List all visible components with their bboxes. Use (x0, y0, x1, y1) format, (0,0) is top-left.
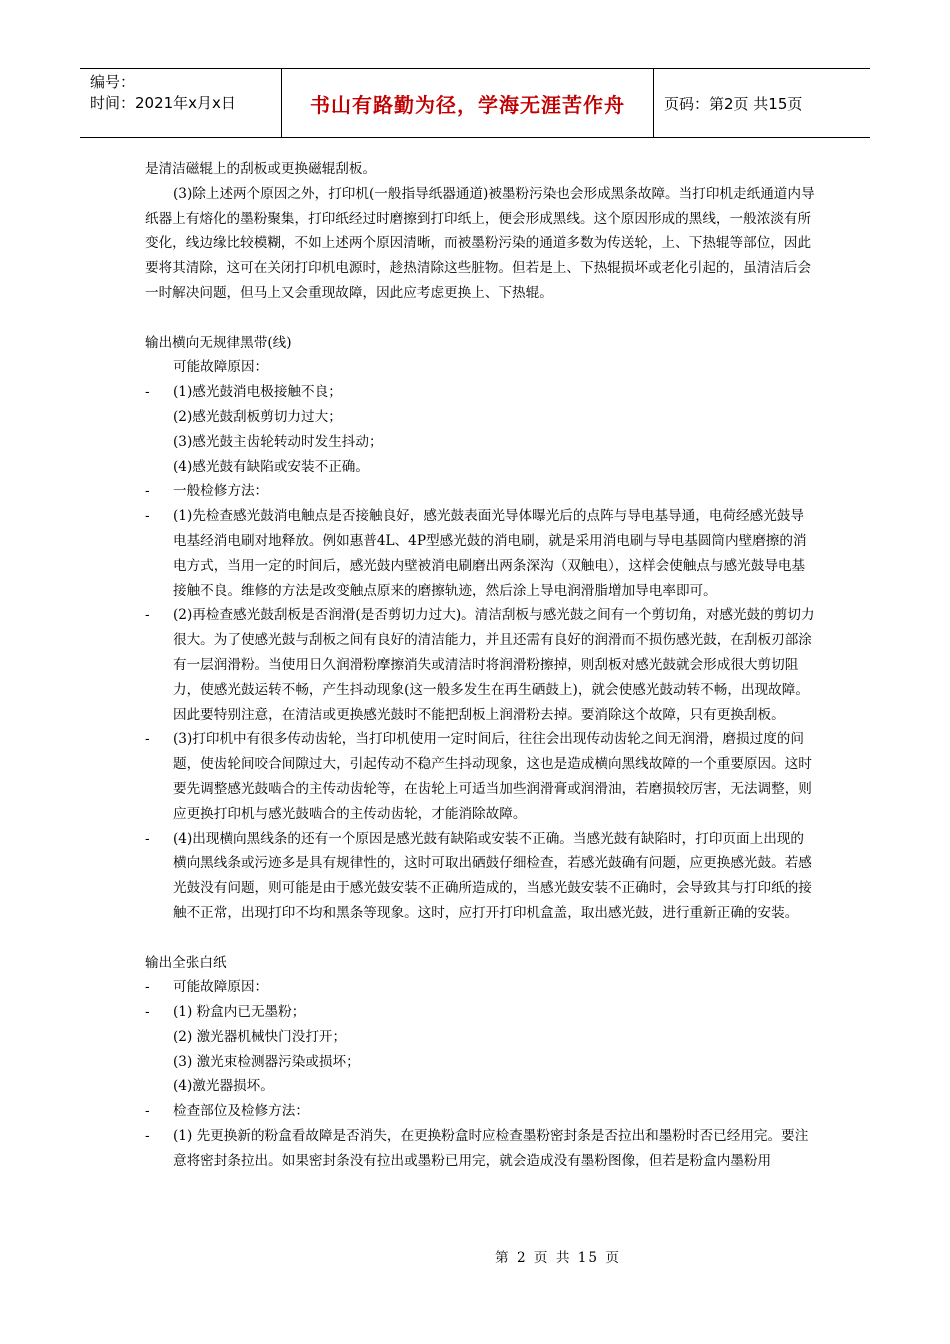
method-label: 一般检修方法： (173, 483, 269, 500)
bullet-dash: - (145, 508, 150, 525)
spacer (145, 306, 815, 331)
header-motto-cell (282, 69, 654, 137)
list-item-text: (1)先检查感光鼓消电触点是否接触良好，感光鼓表面光导体曝光后的点阵与导电基导通，电荷经感光鼓导电基经消电刷对地释放。例如惠普4L、4P型感光鼓的消电刷，就是采用消电刷与导电基圆筒内壁磨擦的消电方式，当用一定的时间后，感光鼓内壁被消电刷磨出两条深沟（双触电），这样会使触点与感光鼓导电基接触不良。维修的方法是改变触点原来的磨擦轨迹，然后涂上导电润滑脂增加导电率即可。 (173, 508, 807, 599)
list-item (145, 430, 815, 455)
bullet-dash: - (145, 731, 150, 748)
list-item-text: (4)感光鼓有缺陷或安装不正确。 (173, 458, 369, 475)
list-item (145, 827, 815, 926)
list-item (145, 479, 815, 504)
list-item (145, 727, 815, 826)
list-item (145, 1025, 815, 1050)
bullet-dash: - (145, 1128, 150, 1145)
list-item (145, 1124, 815, 1174)
header-page-label: 页码：第2页 共15页 (664, 94, 803, 113)
list-item-text: (3)打印机中有很多传动齿轮，当打印机使用一定时间后，往往会出现传动齿轮之间无润滑，磨损过度的问题，使齿轮间咬合间隙过大，引起传动不稳产生抖动现象，这也是造成横向黑线故障的一个重要原因。这时要先调整感光鼓啮合的主传动齿轮等，在齿轮上可适当加些润滑膏或润滑油，若磨损较厉害，无法调整，则应更换打印机与感光鼓啮合的主传动齿轮，才能消除故障。 (173, 731, 812, 822)
method-label: 检查部位及检修方法： (173, 1103, 309, 1120)
list-item (145, 603, 815, 727)
page-footer (0, 1246, 950, 1266)
section-title: 输出全张白纸 (145, 954, 227, 971)
bullet-dash: - (145, 384, 150, 401)
bullet-dash: - (145, 607, 150, 624)
causes-label: 可能故障原因： (173, 359, 269, 376)
list-item-text: (4)出现横向黑线条的还有一个原因是感光鼓有缺陷或安装不正确。当感光鼓有缺陷时，打印页面上出现的横向黑线条或污迹多是具有规律性的，这时可取出硒鼓仔细检查，若感光鼓确有问题，应更换感光鼓。若感光鼓没有问题，则可能是由于感光鼓安装不正确所造成的，当感光鼓安装不正确时，会导致其与打印纸的接触不正常，出现打印不均和黑条等现象。这时，应打开打印机盒盖，取出感光鼓，进行重新正确的安装。 (173, 830, 812, 921)
section-title: 输出横向无规律黑带(线) (145, 334, 292, 351)
bullet-dash: - (145, 1103, 150, 1120)
causes-label: 可能故障原因： (173, 979, 269, 996)
bullet-dash: - (145, 1004, 150, 1021)
bullet-dash: - (145, 483, 150, 500)
bullet-dash: - (145, 979, 150, 996)
document-number-label: 编号： (90, 73, 136, 91)
list-item (145, 380, 815, 405)
document-body (145, 157, 815, 1174)
list-item (145, 975, 815, 1000)
header-meta (80, 69, 282, 137)
list-item-text: (3)感光鼓主齿轮转动时发生抖动； (173, 433, 383, 450)
paragraph: (3)除上述两个原因之外，打印机(一般指导纸器通道)被墨粉污染也会形成黑条故障。当打印机走纸通道内导纸器上有熔化的墨粉聚集，打印纸经过时磨擦到打印纸上，便会形成黑线。这个原因形成的黑线，一般浓淡有所变化，线边缘比较模糊，不如上述两个原因清晰，而被墨粉污染的通道多数为传送轮，上、下热辊等部位，因此要将其清除，这可在关闭打印机电源时，趁热清除这些脏物。但若是上、下热辊损坏或老化引起的，虽清洁后会一时解决问题，但马上又会重现故障，因此应考虑更换上、下热辊。 (145, 185, 815, 301)
paragraph: 是清洁磁辊上的刮板或更换磁辊刮板。 (145, 161, 377, 177)
list-item (145, 1099, 815, 1124)
footer-page-number: 第 2 页 共 15 页 (495, 1250, 621, 1266)
list-item (145, 1000, 815, 1025)
list-item (145, 504, 815, 603)
list-item-text: (1)感光鼓消电极接触不良； (173, 384, 342, 401)
list-item (145, 1050, 815, 1075)
list-item (145, 455, 815, 480)
document-date-label: 时间：2021年x月x日 (90, 94, 236, 112)
list-item-text: (3) 激光束检测器污染或损坏； (173, 1053, 360, 1070)
header-motto: 书山有路勤为径，学海无涯苦作舟 (310, 92, 625, 117)
spacer (145, 926, 815, 951)
list-item (145, 405, 815, 430)
list-item-text: (2)感光鼓刮板剪切力过大； (173, 408, 342, 425)
list-item-text: (2)再检查感光鼓刮板是否润滑(是否剪切力过大)。清洁刮板与感光鼓之间有一个剪切角，对感光鼓的剪切力很大。为了使感光鼓与刮板之间有良好的清洁能力，并且还需有良好的润滑而不损伤感光鼓，在刮板刃部涂有一层润滑粉。当使用日久润滑粉摩擦消失或清洁时将润滑粉擦掉，则刮板对感光鼓就会形成很大剪切阻力，使感光鼓运转不畅，产生抖动现象(这一般多发生在再生硒鼓上)，就会使感光鼓动转不畅，出现故障。因此要特别注意，在清洁或更换感光鼓时不能把刮板上润滑粉去掉。要消除这个故障，只有更换刮板。 (173, 607, 815, 723)
header-page-cell (654, 69, 870, 137)
bullet-dash: - (145, 830, 150, 847)
page-header (80, 68, 870, 138)
list-item-text: (2) 激光器机械快门没打开； (173, 1028, 347, 1045)
list-item-text: (1) 先更换新的粉盒看故障是否消失，在更换粉盒时应检查墨粉密封条是否拉出和墨粉时否已经用完。要注意将密封条拉出。如果密封条没有拉出或墨粉已用完，就会造成没有墨粉图像，但若是粉盒内墨粉用 (173, 1128, 809, 1169)
list-item (145, 1074, 815, 1099)
list-item-text: (1) 粉盒内已无墨粉； (173, 1004, 306, 1021)
list-item-text: (4)激光器损坏。 (173, 1078, 274, 1095)
